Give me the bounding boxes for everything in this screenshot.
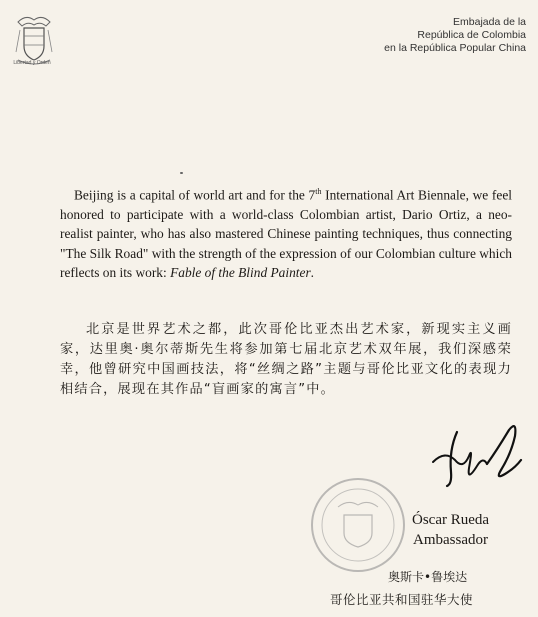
ambassador-signature [425,420,535,500]
ambassador-title: Ambassador [413,532,488,548]
ambassador-title-chinese: 哥伦比亚共和国驻华大使 [330,592,474,607]
artwork-title: Fable of the Blind Painter [170,265,311,281]
english-paragraph [60,182,512,283]
english-text-start: Beijing is a capital of world art and for the 7 [74,187,316,203]
embassy-seal-icon [308,475,408,575]
english-text-end: . [310,265,315,281]
chinese-paragraph: 北京是世界艺术之都，此次哥伦比亚杰出艺术家，新现实主义画家，达里奥·奥尔蒂斯先生将参加第七届北京艺术双年展，我们深感荣幸，他曾研究中国画技法，将“丝绸之路”主题与哥伦比亚文化的表现力相结合，展现在其作品“盲画家的寓言”中。 [60,322,512,397]
letterhead-line-2: República de Colombia [417,29,526,41]
embassy-letterhead [384,16,526,55]
ambassador-name-chinese: 奥斯卡•鲁埃达 [388,570,468,584]
letterhead-line-3: en la República Popular China [384,42,526,54]
ordinal-suffix: th [315,187,322,196]
paper-mark [180,172,183,174]
ambassador-name: Óscar Rueda [412,512,490,528]
crest-motto: Libertad y Orden [13,60,51,66]
english-text-body: International Art Biennale, we feel honored to participate with a world-class Colombian artist, Dario Ortiz, a neo-realist painter, who has also mastered Chinese painting techniques, thus connecting "The Silk Road" with the strength of the expression of our Colombian culture which reflects on its work: [60,187,512,281]
letterhead-line-1: Embajada de la [453,16,526,28]
